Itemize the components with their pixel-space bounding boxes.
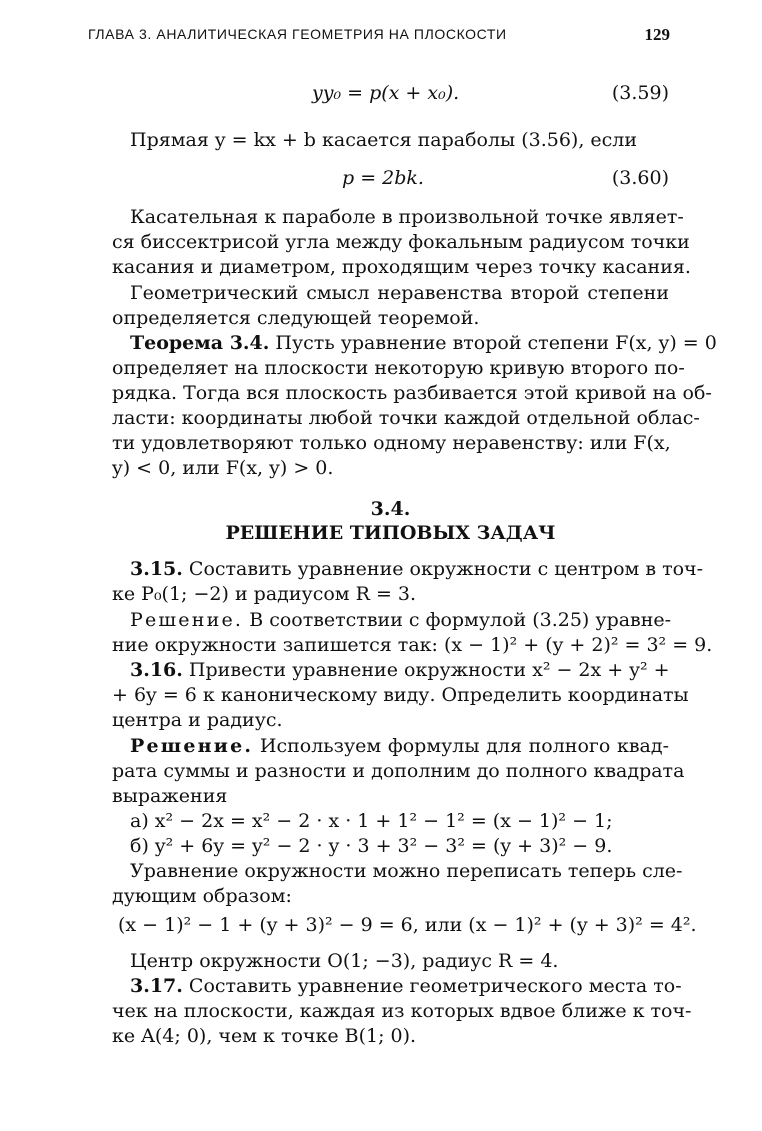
equation-3-60: p = 2bk. (342, 167, 424, 189)
running-header (88, 26, 670, 50)
problem-label: 3.16. (130, 659, 183, 681)
formula-line-b: б) y² + 6y = y² − 2 · y · 3 + 3² − 3² = (y + 3)² − 9. (130, 835, 613, 857)
text-line: Геометрический смысл неравенства второй степени (130, 282, 669, 304)
text-line: Касательная к параболе в произвольной точке являет- (130, 206, 684, 228)
text-line: ти удовлетворяют только одному неравенству: или F(x, (112, 432, 671, 454)
text-line: рата суммы и разности и дополним до полного квадрата (112, 760, 685, 782)
solution-line: Решение. В соответствии с формулой (3.25) уравне- (130, 609, 672, 631)
text-line: рядка. Тогда вся плоскость разбивается этой кривой на об- (112, 382, 712, 404)
text-line: ние окружности запишется так: (x − 1)² + (y + 2)² = 3² = 9. (112, 634, 713, 656)
chapter-title: ГЛАВА 3. АНАЛИТИЧЕСКАЯ ГЕОМЕТРИЯ НА ПЛОСКОСТИ (88, 26, 507, 42)
problem-line: 3.15. Составить уравнение окружности с центром в точ- (130, 558, 704, 580)
text-line: Прямая y = kx + b касается параболы (3.56), если (130, 129, 638, 151)
text-line: определяется следующей теоремой. (112, 307, 480, 329)
text-line: центра и радиус. (112, 709, 283, 731)
equation-number-3-59: (3.59) (611, 82, 669, 104)
text-line: ке P₀(1; −2) и радиусом R = 3. (112, 583, 417, 605)
display-equation: (x − 1)² − 1 + (y + 3)² − 9 = 6, или (x − 1)² + (y + 3)² = 4². (118, 914, 697, 936)
problem-line: 3.17. Составить уравнение геометрического места то- (130, 975, 682, 997)
text-line: + 6y = 6 к каноническому виду. Определить координаты (112, 684, 689, 706)
theorem-label: Теорема 3.4. (130, 332, 270, 354)
equation-number-3-60: (3.60) (611, 167, 669, 189)
equation-3-59: yy₀ = p(x + x₀). (312, 82, 460, 104)
text-line: чек на плоскости, каждая из которых вдвое ближе к точ- (112, 1000, 692, 1022)
problem-label: 3.17. (130, 975, 183, 997)
text-line: Центр окружности O(1; −3), радиус R = 4. (130, 950, 559, 972)
solution-line: Решение. Используем формулы для полного квад- (130, 735, 669, 757)
text-line: дующим образом: (112, 885, 292, 907)
solution-label: Решение. (130, 609, 244, 631)
text-line: Уравнение окружности можно переписать теперь сле- (130, 860, 683, 882)
section-number: 3.4. (370, 498, 411, 520)
formula-line-a: а) x² − 2x = x² − 2 · x · 1 + 1² − 1² = (x − 1)² − 1; (130, 810, 613, 832)
text-line: выражения (112, 785, 228, 807)
text-line: определяет на плоскости некоторую кривую второго по- (112, 357, 685, 379)
page-number: 129 (644, 25, 670, 44)
problem-line: 3.16. Привести уравнение окружности x² − 2x + y² + (130, 659, 670, 681)
text-line: ке A(4; 0), чем к точке B(1; 0). (112, 1025, 417, 1047)
problem-label: 3.15. (130, 558, 183, 580)
text-line: ся биссектрисой угла между фокальным радиусом точки (112, 231, 690, 253)
text-line: y) < 0, или F(x, y) > 0. (112, 457, 334, 479)
text-line: ласти: координаты любой точки каждой отдельной облас- (112, 407, 700, 429)
theorem-line: Теорема 3.4. Пусть уравнение второй степени F(x, y) = 0 (130, 332, 717, 354)
section-title: РЕШЕНИЕ ТИПОВЫХ ЗАДАЧ (225, 522, 556, 544)
solution-label: Решение. (130, 735, 254, 757)
text-line: касания и диаметром, проходящим через точку касания. (112, 256, 691, 278)
